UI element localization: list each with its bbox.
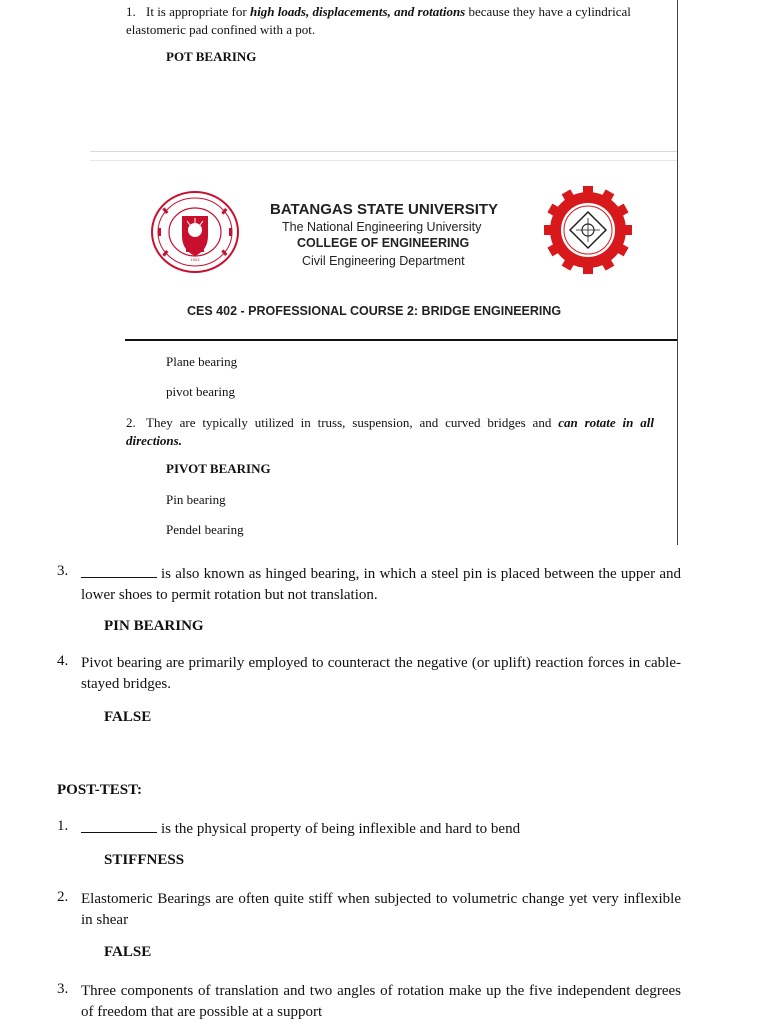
post-test-q1-text: [81, 818, 681, 840]
answer-blank: [81, 818, 157, 833]
embedded-q2-number: 2.: [126, 415, 136, 430]
university-subtitle: The National Engineering University: [282, 220, 482, 234]
embedded-separator-top: [90, 151, 677, 152]
question-3-body: is also known as hinged bearing, in which a steel pin is placed between the upper and lower shoes to permit rotation but not translation.: [81, 566, 681, 603]
post-test-q2-answer: FALSE: [104, 944, 152, 960]
post-test-q1-number: 1.: [57, 818, 69, 834]
question-4-text: Pivot bearing are primarily employed to counteract the negative (or uplift) reaction forces in cable-stayed bridges.: [81, 655, 681, 692]
embedded-q1-number: 1.: [126, 4, 136, 19]
seal-year-text: 1903: [190, 257, 200, 262]
department-name: Civil Engineering Department: [302, 254, 465, 268]
college-gear-logo: [543, 185, 633, 275]
embedded-q2: [126, 414, 654, 450]
question-4-number: 4.: [57, 653, 69, 669]
embedded-page-right-border: [677, 0, 678, 545]
embedded-option-plane-bearing: Plane bearing: [166, 354, 238, 369]
embedded-option-pendel-bearing: Pendel bearing: [166, 522, 244, 537]
university-seal-logo: [150, 190, 240, 274]
embedded-option-pin-bearing: Pin bearing: [166, 492, 226, 507]
course-title: CES 402 - PROFESSIONAL COURSE 2: BRIDGE ENGINEERING: [187, 304, 562, 318]
embedded-separator-bottom: [90, 160, 677, 161]
answer-blank: [81, 563, 157, 578]
embedded-q2-emphasis: can rotate in all directions.: [126, 415, 654, 448]
post-test-q2-number: 2.: [57, 889, 69, 905]
embedded-q1-text-after: because they have a cylindrical elastomeric pad confined with a pot.: [126, 4, 631, 37]
post-test-q3-text: Three components of translation and two angles of rotation make up the five independent degrees of freedom that are possible at a support: [81, 983, 681, 1020]
embedded-q2-answer: PIVOT BEARING: [166, 461, 271, 476]
embedded-q1-text-before: It is appropriate for: [146, 4, 250, 19]
university-name: BATANGAS STATE UNIVERSITY: [270, 201, 499, 218]
embedded-q1-answer: POT BEARING: [166, 49, 257, 64]
university-seal-icon: [150, 190, 240, 274]
question-3-text: [81, 563, 681, 606]
question-3-number: 3.: [57, 563, 69, 579]
embedded-option-pivot-bearing: pivot bearing: [166, 384, 235, 399]
post-test-q1-body: is the physical property of being inflexible and hard to bend: [161, 821, 521, 837]
question-3-answer: PIN BEARING: [104, 618, 204, 634]
embedded-q2-text-before: They are typically utilized in truss, suspension, and curved bridges and: [146, 415, 559, 430]
header-rule: [125, 339, 677, 341]
question-4-answer: FALSE: [104, 709, 152, 725]
embedded-q1-emphasis: high loads, displacements, and rotations: [249, 4, 466, 19]
college-name: COLLEGE OF ENGINEERING: [297, 236, 470, 250]
post-test-heading: POST-TEST:: [57, 782, 143, 798]
post-test-q3-number: 3.: [57, 981, 69, 997]
post-test-q2-text: Elastomeric Bearings are often quite stiff when subjected to volumetric change yet very inflexible in shear: [81, 891, 681, 928]
post-test-q1-answer: STIFFNESS: [104, 852, 185, 868]
embedded-q1: [126, 3, 666, 39]
gear-icon: [543, 185, 633, 275]
